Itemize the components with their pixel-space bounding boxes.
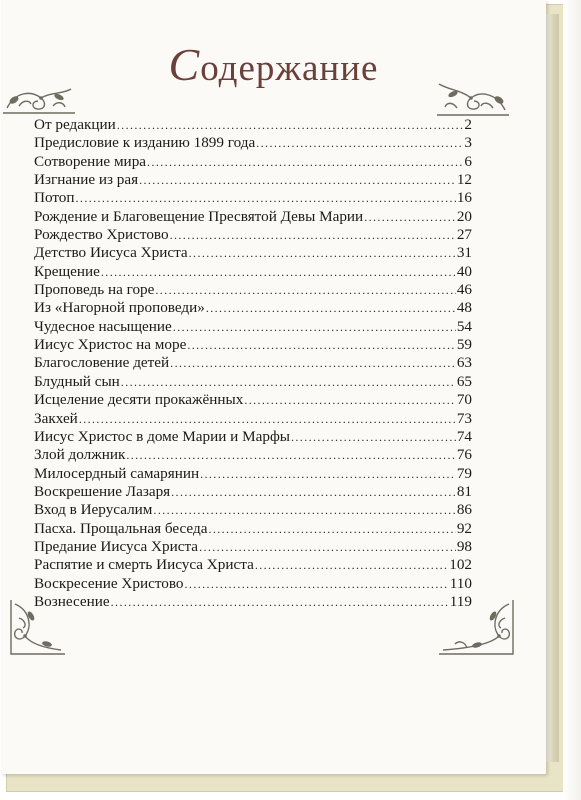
- toc-entry-page: 98: [456, 537, 472, 555]
- toc-dot-leader: [187, 336, 455, 354]
- toc-dot-leader: [255, 556, 448, 574]
- toc-dot-leader: [189, 244, 456, 262]
- toc-entry-page: 74: [456, 427, 472, 445]
- toc-dot-leader: [126, 446, 455, 464]
- toc-dot-leader: [117, 116, 464, 134]
- corner-ornament-top-left-icon: [1, 86, 79, 116]
- toc-entry-title: Предисловие к изданию 1899 года: [34, 134, 256, 152]
- toc-entry-page: 2: [464, 116, 472, 133]
- toc-entry-title: Рождество Христово: [34, 226, 169, 244]
- toc-entry[interactable]: [34, 354, 472, 372]
- toc-entry-title: Злой должник: [34, 446, 126, 464]
- toc-entry[interactable]: [34, 410, 472, 428]
- toc-entry-title: Потоп: [34, 189, 75, 207]
- toc-entry-page: 63: [456, 354, 472, 372]
- toc-entry-page: 73: [456, 409, 472, 427]
- toc-entry-title: Из «Нагорной проповеди»: [34, 299, 205, 317]
- toc-dot-leader: [155, 281, 455, 299]
- toc-entry-page: 12: [456, 171, 472, 189]
- toc-entry-title: Блудный сын: [34, 372, 120, 390]
- toc-dot-leader: [170, 354, 456, 372]
- title-initial: С: [168, 39, 201, 90]
- toc-entry-title: Иисус Христос в доме Марии и Марфы: [34, 427, 290, 445]
- toc-dot-leader: [147, 153, 463, 171]
- toc-entry-page: 110: [449, 574, 472, 592]
- toc-entry-title: Чудесное насыщение: [34, 317, 172, 335]
- table-of-contents: [34, 116, 472, 611]
- toc-entry[interactable]: [34, 171, 472, 189]
- toc-dot-leader: [79, 410, 456, 428]
- toc-dot-leader: [364, 208, 456, 226]
- toc-entry-page: 54: [456, 317, 472, 335]
- toc-entry[interactable]: [34, 281, 472, 299]
- toc-entry[interactable]: [34, 501, 472, 519]
- toc-entry[interactable]: [34, 446, 472, 464]
- toc-entry-page: 20: [456, 207, 472, 225]
- toc-entry-title: Предание Иисуса Христа: [34, 537, 199, 555]
- toc-entry-title: Вознесение: [34, 592, 110, 610]
- toc-entry-page: 70: [456, 391, 472, 409]
- toc-entry-page: 31: [456, 244, 472, 262]
- toc-entry[interactable]: [34, 428, 472, 446]
- toc-entry-page: 3: [464, 134, 472, 152]
- toc-entry-page: 102: [449, 556, 472, 574]
- toc-dot-leader: [291, 428, 456, 446]
- toc-entry-title: Вход в Иерусалим: [34, 501, 153, 519]
- toc-dot-leader: [139, 171, 456, 189]
- toc-entry-page: 16: [456, 189, 472, 207]
- toc-entry[interactable]: [34, 483, 472, 501]
- page-edge-strip: [545, 14, 559, 762]
- toc-dot-leader: [101, 263, 456, 281]
- book-page: [1, 0, 546, 774]
- toc-entry[interactable]: [34, 208, 472, 226]
- toc-dot-leader: [244, 391, 455, 409]
- toc-dot-leader: [199, 538, 456, 556]
- toc-entry[interactable]: [34, 189, 472, 207]
- toc-entry-page: 76: [456, 446, 472, 464]
- toc-dot-leader: [153, 501, 455, 519]
- toc-entry-page: 46: [456, 281, 472, 299]
- toc-dot-leader: [208, 520, 455, 538]
- toc-entry-page: 92: [456, 519, 472, 537]
- scan-shadow: [563, 0, 581, 800]
- toc-entry-page: 86: [456, 501, 472, 519]
- toc-dot-leader: [76, 189, 456, 207]
- toc-entry-title: Воскресение Христово: [34, 574, 184, 592]
- toc-entry[interactable]: [34, 336, 472, 354]
- toc-entry-title: Пасха. Прощальная беседа: [34, 519, 208, 537]
- toc-entry-title: Милосердный самарянин: [34, 464, 200, 482]
- toc-dot-leader: [206, 299, 456, 317]
- toc-entry[interactable]: [34, 153, 472, 171]
- toc-entry-page: 119: [449, 592, 472, 610]
- toc-entry-title: Крещение: [34, 262, 100, 280]
- toc-entry-page: 81: [456, 482, 472, 500]
- toc-entry[interactable]: [34, 520, 472, 538]
- toc-entry-title: Воскрешение Лазаря: [34, 482, 171, 500]
- toc-entry[interactable]: [34, 263, 472, 281]
- toc-dot-leader: [185, 575, 449, 593]
- toc-entry[interactable]: [34, 465, 472, 483]
- title-rest: одержание: [200, 48, 379, 89]
- toc-entry-title: Изгнание из рая: [34, 171, 139, 189]
- corner-ornament-top-right-icon: [431, 80, 511, 118]
- toc-entry-title: Распятие и смерть Иисуса Христа: [34, 556, 254, 574]
- toc-entry-page: 59: [456, 336, 472, 354]
- toc-entry-title: Благословение детей: [34, 354, 170, 372]
- toc-entry[interactable]: [34, 299, 472, 317]
- toc-entry[interactable]: [34, 556, 472, 574]
- toc-dot-leader: [170, 226, 456, 244]
- toc-entry-page: 65: [456, 372, 472, 390]
- toc-dot-leader: [111, 593, 449, 611]
- toc-dot-leader: [171, 483, 456, 501]
- toc-entry-title: От редакции: [34, 116, 116, 133]
- toc-entry-title: Сотворение мира: [34, 152, 147, 170]
- toc-entry-title: Рождение и Благовещение Пресвятой Девы Марии: [34, 207, 364, 225]
- toc-entry-page: 48: [456, 299, 472, 317]
- toc-entry[interactable]: [34, 134, 472, 152]
- toc-dot-leader: [173, 318, 456, 336]
- toc-entry[interactable]: [34, 391, 472, 409]
- toc-dot-leader: [256, 134, 463, 152]
- toc-entry-title: Детство Иисуса Христа: [34, 244, 188, 262]
- toc-dot-leader: [121, 373, 456, 391]
- toc-entry[interactable]: [34, 226, 472, 244]
- toc-entry[interactable]: [34, 575, 472, 593]
- toc-entry[interactable]: [34, 318, 472, 336]
- toc-entry[interactable]: [34, 538, 472, 556]
- toc-entry-page: 27: [456, 226, 472, 244]
- toc-entry-page: 6: [464, 152, 472, 170]
- toc-dot-leader: [200, 465, 456, 483]
- toc-entry[interactable]: [34, 116, 472, 134]
- toc-entry-title: Иисус Христос на море: [34, 336, 187, 354]
- toc-entry-title: Закхей: [34, 409, 78, 427]
- toc-entry-title: Проповедь на горе: [34, 281, 155, 299]
- toc-entry-page: 79: [456, 464, 472, 482]
- toc-entry[interactable]: [34, 373, 472, 391]
- toc-entry-page: 40: [456, 262, 472, 280]
- toc-entry-title: Исцеление десяти прокажённых: [34, 391, 244, 409]
- toc-entry[interactable]: [34, 593, 472, 611]
- toc-entry[interactable]: [34, 244, 472, 262]
